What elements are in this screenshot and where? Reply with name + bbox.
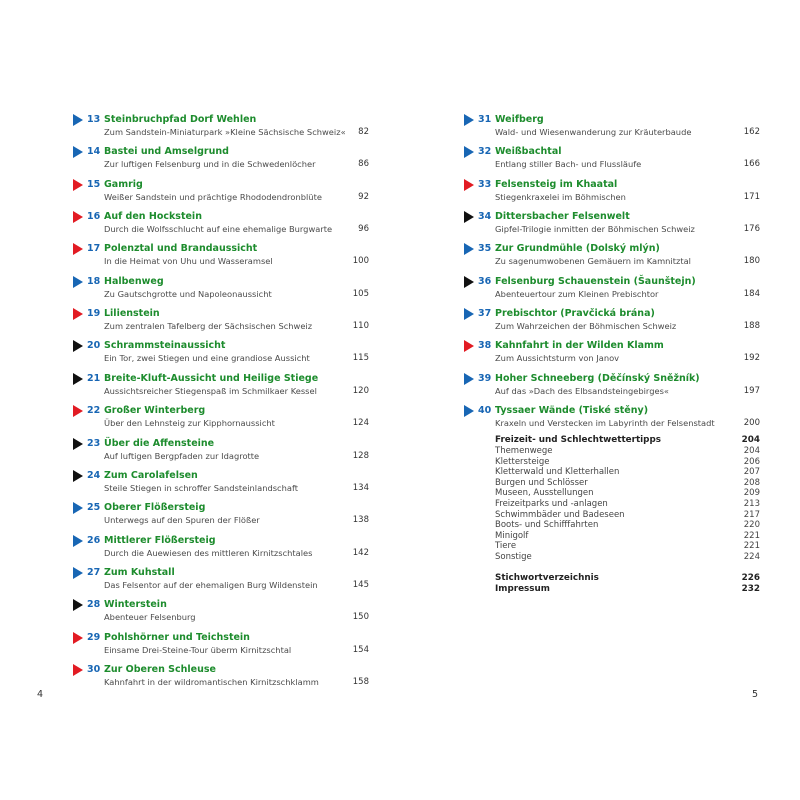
tour-title: Kahnfahrt in der Wilden Klamm [495, 340, 664, 352]
page-ref: 197 [743, 385, 760, 396]
tour-title: Weißbachtal [495, 146, 562, 158]
extras-item-page: 206 [743, 456, 760, 467]
extras-item-page: 208 [743, 477, 760, 488]
triangle-marker-icon [464, 276, 474, 288]
tour-number: 18 [87, 275, 101, 287]
index-label: Stichwortverzeichnis [495, 572, 599, 583]
tour-subtitle: Abenteuertour zum Kleinen Prebischtor [495, 288, 659, 299]
triangle-marker-icon [73, 470, 83, 482]
triangle-marker-icon [73, 308, 83, 320]
toc-entry[interactable] [73, 501, 369, 531]
tour-subtitle: Entlang stiller Bach- und Flussläufe [495, 159, 642, 170]
toc-entry[interactable] [73, 145, 369, 175]
tour-number: 28 [87, 599, 101, 611]
tour-title: Winterstein [104, 599, 167, 611]
tour-subtitle: Einsame Drei-Steine-Tour überm Kirnitzschtal [104, 644, 292, 655]
extras-heading-page: 204 [741, 435, 760, 445]
toc-entry[interactable] [73, 663, 369, 693]
tour-number: 31 [478, 114, 492, 125]
tour-title: Dittersbacher Felsenwelt [495, 211, 630, 223]
extras-item[interactable] [495, 467, 760, 478]
tour-subtitle: Zur luftigen Felsenburg und in die Schwedenlöcher [104, 159, 316, 170]
toc-entry[interactable] [73, 631, 369, 661]
triangle-marker-icon [73, 179, 83, 191]
tour-title: Felsensteig im Khaatal [495, 178, 618, 190]
tour-number: 40 [478, 405, 492, 417]
triangle-marker-icon [464, 308, 474, 320]
tour-number: 29 [87, 631, 101, 643]
extras-item-label: Minigolf [495, 530, 529, 541]
extras-item-label: Sonstige [495, 551, 532, 562]
tour-number: 26 [87, 534, 101, 546]
tour-title: Halbenweg [104, 275, 164, 287]
tour-subtitle: Wald- und Wiesenwanderung zur Kräuterbaude [495, 127, 692, 137]
page-ref: 138 [352, 515, 369, 526]
toc-entry[interactable] [73, 372, 369, 402]
impressum-label: Impressum [495, 583, 550, 594]
tour-subtitle: Abenteuer Felsenburg [104, 612, 196, 623]
triangle-marker-icon [73, 567, 83, 579]
page-number-left: 4 [37, 689, 44, 700]
tour-number: 16 [87, 211, 101, 223]
page-ref: 150 [352, 612, 369, 623]
impressum-entry[interactable] [495, 584, 760, 595]
tour-number: 17 [87, 243, 101, 255]
tour-title: Über die Affensteine [104, 437, 215, 449]
extras-item-page: 204 [743, 446, 760, 456]
tour-title: Bastei und Amselgrund [104, 146, 229, 158]
page-ref: 176 [743, 224, 760, 235]
tour-number: 23 [87, 437, 101, 449]
tour-subtitle: Gipfel-Trilogie inmitten der Böhmischen Schweiz [495, 224, 695, 235]
toc-entry[interactable] [73, 275, 369, 305]
triangle-marker-icon [464, 146, 474, 158]
extras-item-page: 207 [743, 467, 760, 478]
toc-entry[interactable] [73, 598, 369, 628]
page-ref: 82 [358, 127, 369, 137]
tour-number: 30 [87, 663, 101, 675]
toc-entry[interactable] [464, 113, 760, 143]
page-ref: 158 [352, 676, 369, 687]
triangle-marker-icon [73, 405, 83, 417]
toc-entry[interactable] [464, 339, 760, 369]
tour-title: Zum Kuhstall [104, 566, 175, 578]
tour-subtitle: Ein Tor, zwei Stiegen und eine grandiose Aussicht [104, 353, 310, 364]
tour-number: 32 [478, 146, 492, 158]
triangle-marker-icon [73, 438, 83, 450]
tour-number: 34 [478, 211, 492, 223]
tour-title: Zur Oberen Schleuse [104, 663, 216, 675]
extras-item-page: 220 [743, 520, 760, 531]
page-ref: 180 [743, 256, 760, 267]
tour-subtitle: Zum Wahrzeichen der Böhmischen Schweiz [495, 321, 677, 332]
tour-number: 21 [87, 372, 101, 384]
tour-number: 25 [87, 502, 101, 514]
extras-item[interactable] [495, 478, 760, 489]
tour-subtitle: Durch die Auewiesen des mittleren Kirnitzschtales [104, 547, 313, 558]
page-ref: 142 [352, 547, 369, 558]
extras-item-page: 213 [743, 498, 760, 509]
page-ref: 171 [743, 191, 760, 202]
toc-entry[interactable] [464, 178, 760, 208]
triangle-marker-icon [464, 373, 474, 385]
tour-number: 15 [87, 178, 101, 190]
page-ref: 154 [352, 644, 369, 655]
tour-title: Prebischtor (Pravčická brána) [495, 308, 655, 320]
toc-entry[interactable] [73, 178, 369, 208]
toc-entry[interactable] [73, 113, 369, 143]
extras-item[interactable] [495, 499, 760, 510]
tour-subtitle: Über den Lehnsteig zur Kipphornaussicht [104, 418, 275, 429]
triangle-marker-icon [73, 664, 83, 676]
toc-entry[interactable] [73, 242, 369, 272]
triangle-marker-icon [464, 179, 474, 191]
toc-entry[interactable] [464, 275, 760, 305]
page-ref: 110 [352, 321, 369, 332]
extras-item-page: 224 [743, 551, 760, 562]
extras-item[interactable] [495, 552, 760, 563]
extras-item-label: Museen, Ausstellungen [495, 488, 594, 499]
toc-entry[interactable] [73, 339, 369, 369]
toc-entry[interactable] [464, 307, 760, 337]
triangle-marker-icon [73, 243, 83, 255]
extras-item-label: Kletterwald und Kletterhallen [495, 467, 620, 478]
page-ref: 100 [352, 256, 369, 267]
page-ref: 188 [743, 321, 760, 332]
extras-item[interactable] [495, 541, 760, 552]
tour-title: Mittlerer Flößersteig [104, 534, 216, 546]
toc-entry[interactable] [73, 534, 369, 564]
tour-subtitle: Unterwegs auf den Spuren der Flößer [104, 515, 260, 526]
tour-subtitle: Stiegenkraxelei im Böhmischen [495, 191, 626, 202]
tour-number: 20 [87, 340, 101, 352]
tour-subtitle: In die Heimat von Uhu und Wasseramsel [104, 256, 273, 267]
extras-item-label: Tiere [495, 541, 517, 552]
toc-entry[interactable] [464, 210, 760, 240]
triangle-marker-icon [73, 373, 83, 385]
extras-item-page: 217 [743, 509, 760, 520]
page-ref: 120 [352, 385, 369, 396]
tour-subtitle: Zum Sandstein-Miniaturpark »Kleine Sächsische Schweiz« [104, 127, 346, 137]
tour-subtitle: Weißer Sandstein und prächtige Rhododendronblüte [104, 191, 322, 202]
triangle-marker-icon [73, 502, 83, 514]
tour-subtitle: Zum Aussichtsturm von Janov [495, 353, 620, 364]
tour-subtitle: Auf luftigen Bergpfaden zur Idagrotte [104, 450, 260, 461]
page-ref: 96 [358, 224, 369, 235]
page-ref: 145 [352, 579, 369, 590]
extras-item-page: 209 [743, 488, 760, 499]
tour-title: Auf den Hockstein [104, 211, 202, 223]
extras-section [495, 435, 760, 595]
tour-subtitle: Aussichtsreicher Stiegenspaß im Schmilkaer Kessel [104, 385, 317, 396]
extras-item[interactable] [495, 457, 760, 468]
extras-item-label: Burgen und Schlösser [495, 477, 588, 488]
page-ref: 184 [743, 288, 760, 299]
tour-title: Steinbruchpfad Dorf Wehlen [104, 114, 257, 125]
page-ref: 105 [352, 288, 369, 299]
tour-number: 27 [87, 566, 101, 578]
page-ref: 134 [352, 482, 369, 493]
toc-entry[interactable] [73, 404, 369, 434]
tour-subtitle: Auf das »Dach des Elbsandsteingebirges« [495, 385, 669, 396]
tour-title: Zum Carolafelsen [104, 469, 198, 481]
extras-item-page: 221 [743, 530, 760, 541]
tour-title: Polenztal und Brandaussicht [104, 243, 258, 255]
tour-subtitle: Steile Stiegen in schroffer Sandsteinlandschaft [104, 482, 298, 493]
tour-subtitle: Zu sagenumwobenen Gemäuern im Kamnitztal [495, 256, 691, 267]
extras-item-label: Themenwege [495, 446, 553, 456]
tour-number: 13 [87, 114, 101, 125]
triangle-marker-icon [73, 276, 83, 288]
extras-item-page: 221 [743, 541, 760, 552]
page-ref: 162 [743, 127, 760, 137]
tour-number: 39 [478, 372, 492, 384]
page-ref: 192 [743, 353, 760, 364]
tour-subtitle: Zu Gautschgrotte und Napoleonaussicht [104, 288, 272, 299]
tour-subtitle: Zum zentralen Tafelberg der Sächsischen Schweiz [104, 321, 313, 332]
toc-entry[interactable] [464, 404, 760, 434]
tour-number: 37 [478, 308, 492, 320]
extras-list [495, 446, 760, 563]
extras-item[interactable] [495, 488, 760, 499]
page-ref: 128 [352, 450, 369, 461]
index-entry[interactable] [495, 573, 760, 584]
extras-heading[interactable] [495, 435, 760, 446]
page-ref: 166 [743, 159, 760, 170]
triangle-marker-icon [464, 340, 474, 352]
tour-title: Oberer Flößersteig [104, 502, 206, 514]
triangle-marker-icon [464, 211, 474, 223]
extras-item-label: Klettersteige [495, 456, 550, 467]
toc-entry[interactable] [73, 307, 369, 337]
tour-title: Schrammsteinaussicht [104, 340, 226, 352]
triangle-marker-icon [464, 114, 474, 126]
tour-number: 38 [478, 340, 492, 352]
triangle-marker-icon [464, 243, 474, 255]
tour-subtitle: Durch die Wolfsschlucht auf eine ehemalige Burgwarte [104, 224, 333, 235]
extras-heading-label: Freizeit- und Schlechtwettertipps [495, 435, 662, 445]
triangle-marker-icon [73, 535, 83, 547]
tour-title: Gamrig [104, 178, 143, 190]
tour-number: 36 [478, 275, 492, 287]
tour-number: 24 [87, 469, 101, 481]
tour-title: Zur Grundmühle (Dolský mlýn) [495, 243, 660, 255]
triangle-marker-icon [73, 146, 83, 158]
page-ref: 86 [358, 159, 369, 170]
triangle-marker-icon [73, 114, 83, 126]
triangle-marker-icon [73, 211, 83, 223]
tour-number: 35 [478, 243, 492, 255]
page-number-right: 5 [752, 689, 759, 700]
tour-subtitle: Kraxeln und Verstecken im Labyrinth der Felsenstadt [495, 418, 715, 429]
toc-entry[interactable] [464, 372, 760, 402]
page-ref: 92 [358, 191, 369, 202]
tour-subtitle: Kahnfahrt in der wildromantischen Kirnitzschklamm [104, 676, 319, 687]
page-ref: 200 [743, 418, 760, 429]
tour-number: 14 [87, 146, 101, 158]
extras-item[interactable] [495, 520, 760, 531]
tour-title: Lilienstein [104, 308, 160, 320]
extras-item[interactable] [495, 531, 760, 542]
tour-number: 22 [87, 405, 101, 417]
index-page: 226 [741, 572, 760, 583]
extras-item-label: Schwimmbäder und Badeseen [495, 509, 625, 520]
toc-entry[interactable] [73, 566, 369, 596]
tour-title: Großer Winterberg [104, 405, 206, 417]
triangle-marker-icon [73, 632, 83, 644]
toc-entry[interactable] [73, 210, 369, 240]
extras-item-label: Boots- und Schifffahrten [495, 520, 599, 531]
toc-entry[interactable] [464, 145, 760, 175]
page-ref: 115 [352, 353, 369, 364]
extras-item-label: Freizeitparks und -anlagen [495, 498, 608, 509]
triangle-marker-icon [73, 340, 83, 352]
tour-title: Tyssaer Wände (Tiské stěny) [495, 405, 649, 417]
toc-entry[interactable] [73, 469, 369, 499]
tour-title: Pohlshörner und Teichstein [104, 631, 250, 643]
triangle-marker-icon [73, 599, 83, 611]
tour-number: 19 [87, 308, 101, 320]
tour-title: Breite-Kluft-Aussicht und Heilige Stiege [104, 372, 319, 384]
page-ref: 124 [352, 418, 369, 429]
toc-entry[interactable] [73, 437, 369, 467]
extras-item[interactable] [495, 510, 760, 521]
triangle-marker-icon [464, 405, 474, 417]
tour-title: Felsenburg Schauenstein (Šaunštejn) [495, 275, 696, 287]
tour-title: Weifberg [495, 114, 544, 125]
toc-entry[interactable] [464, 242, 760, 272]
tour-number: 33 [478, 178, 492, 190]
extras-item[interactable] [495, 446, 760, 457]
impressum-page: 232 [741, 583, 760, 594]
tour-title: Hoher Schneeberg (Děčínský Sněžník) [495, 372, 700, 384]
tour-subtitle: Das Felsentor auf der ehemaligen Burg Wildenstein [104, 579, 318, 590]
